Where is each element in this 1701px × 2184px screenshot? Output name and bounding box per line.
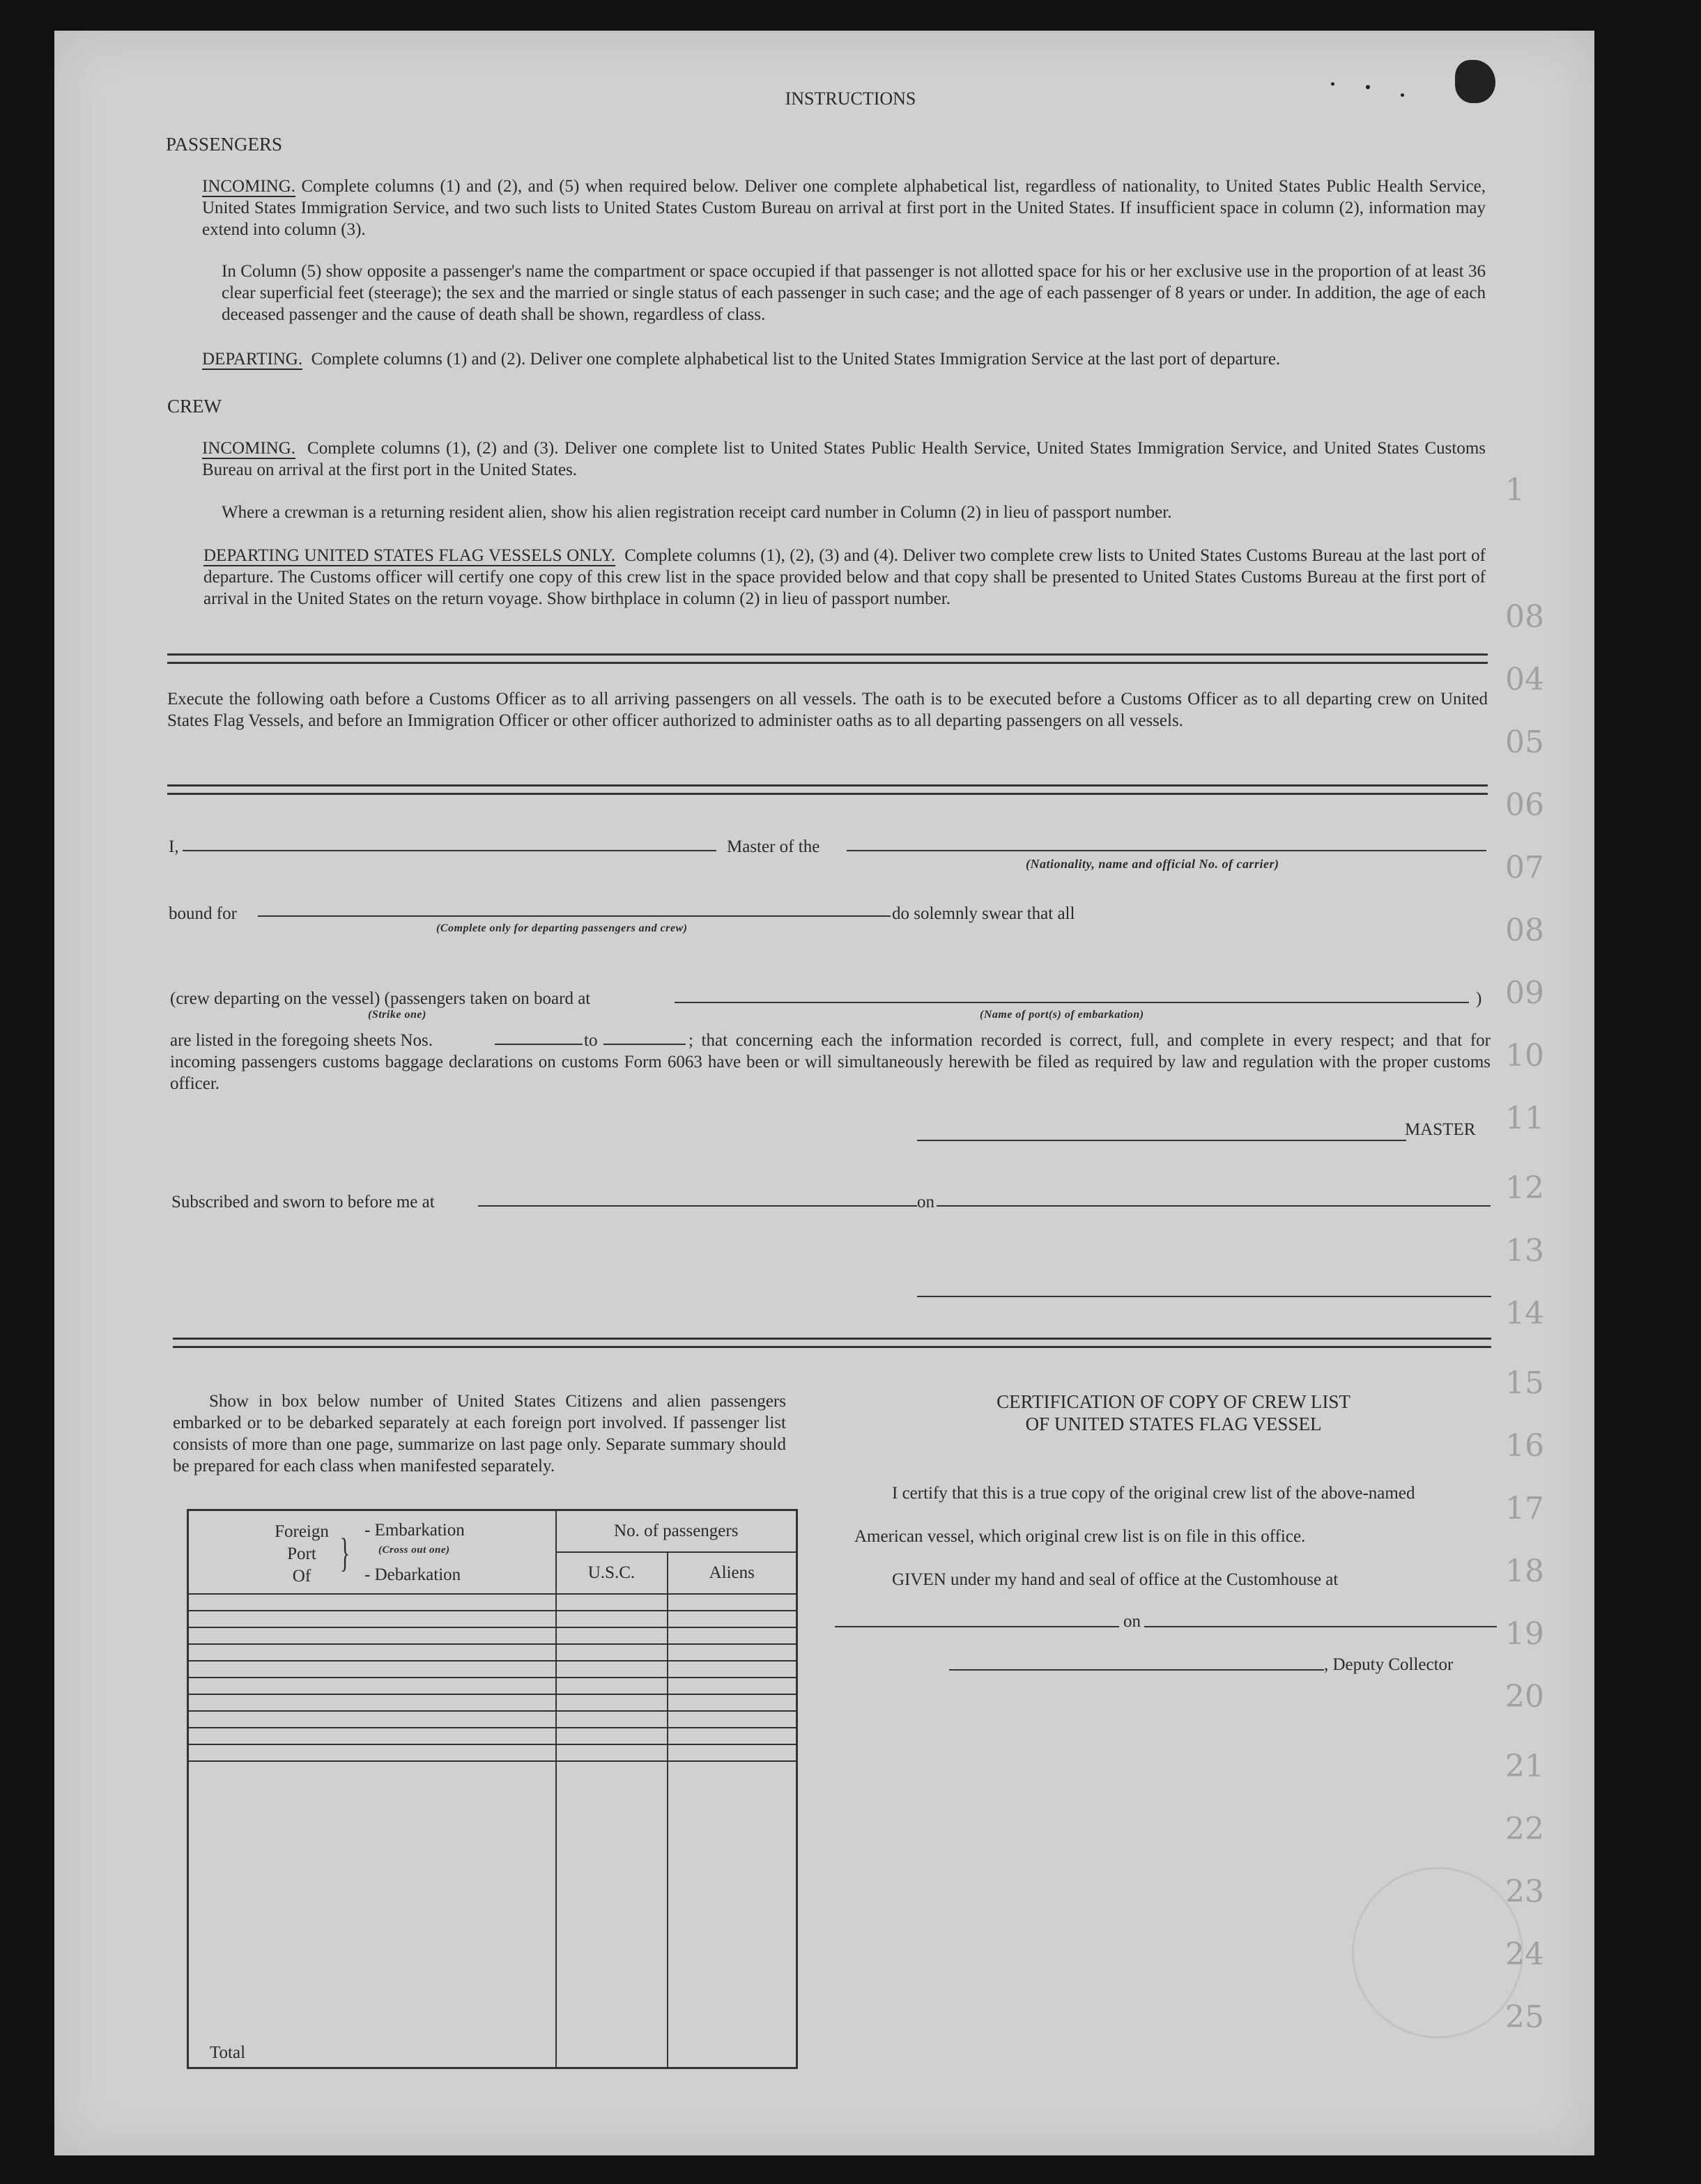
deputy-signature-field[interactable] xyxy=(949,1669,1324,1671)
bound-for-field[interactable] xyxy=(258,915,891,917)
margin-number: 25 xyxy=(1505,1999,1544,2035)
margin-number: 12 xyxy=(1505,1170,1544,1206)
aliens-cell[interactable] xyxy=(668,1611,797,1627)
aliens-cell[interactable] xyxy=(668,1694,797,1711)
margin-number: 04 xyxy=(1505,662,1544,697)
port-caption: (Name of port(s) of embarkation) xyxy=(980,1009,1144,1021)
margin-number: 10 xyxy=(1505,1038,1544,1074)
aliens-cell[interactable] xyxy=(668,1711,797,1728)
strike-one-caption: (Strike one) xyxy=(368,1009,426,1021)
port-cell[interactable] xyxy=(188,1594,556,1611)
to-label: to xyxy=(584,1031,598,1050)
bound-caption: (Complete only for departing passengers and crew) xyxy=(436,922,688,934)
margin-number: 24 xyxy=(1505,1937,1544,1972)
given-text: GIVEN under my hand and seal of office at the Customhouse at xyxy=(892,1570,1339,1589)
master-signature-field[interactable] xyxy=(917,1140,1406,1141)
margin-number: 1 xyxy=(1505,472,1525,508)
total-label: Total xyxy=(188,1761,556,2068)
certify-text: I certify that this is a true copy of the original crew list of the above-named xyxy=(892,1484,1415,1503)
swear-text: do solemnly swear that all xyxy=(892,904,1075,923)
oath-i-label: I, xyxy=(169,837,179,856)
crew-incoming-text: Complete columns (1), (2) and (3). Deliver one complete list to United States Public Health Service, United States Immigration Service, and United States Customs Bureau on arrival at the first port in the United States. xyxy=(202,439,1486,479)
cross-out-caption: (Cross out one) xyxy=(378,1544,450,1556)
usc-cell[interactable] xyxy=(556,1644,668,1661)
passengers-incoming-label: INCOMING. xyxy=(202,177,296,196)
crew-passengers-text: (crew departing on the vessel) (passengers taken on board at xyxy=(170,989,591,1008)
port-label: Port xyxy=(287,1544,316,1563)
port-cell[interactable] xyxy=(188,1678,556,1694)
certification-title-line2: OF UNITED STATES FLAG VESSEL xyxy=(1025,1414,1322,1434)
port-cell[interactable] xyxy=(188,1711,556,1728)
officer-signature-field[interactable] xyxy=(917,1296,1491,1297)
brace-icon: } xyxy=(339,1530,350,1575)
double-rule xyxy=(167,653,1488,664)
usc-cell[interactable] xyxy=(556,1627,668,1644)
subscribed-label: Subscribed and sworn to before me at xyxy=(171,1193,435,1211)
aliens-cell[interactable] xyxy=(668,1627,797,1644)
deputy-collector-label: , Deputy Collector xyxy=(1324,1655,1454,1674)
crew-heading: CREW xyxy=(167,396,222,417)
margin-number: 06 xyxy=(1505,787,1544,823)
master-name-field[interactable] xyxy=(183,850,716,851)
customhouse-field[interactable] xyxy=(835,1626,1119,1627)
crew-incoming-label: INCOMING. xyxy=(202,439,296,458)
crew-departing-text: Complete columns (1), (2), (3) and (4). Deliver two complete crew lists to United States Customs Bureau at the last port of departure. The Customs officer will certify one copy of this crew list in the space provided below and that copy shall be presented to United States Customs Bureau at the first port of arrival in the United States on the return voyage. Show birthplace in column (2) in lieu of passport number. xyxy=(203,546,1486,608)
faint-seal xyxy=(1352,1867,1523,2038)
margin-number: 17 xyxy=(1505,1491,1544,1526)
margin-number: 18 xyxy=(1505,1554,1544,1589)
port-cell[interactable] xyxy=(188,1644,556,1661)
passengers-departing-text: Complete columns (1) and (2). Deliver one complete alphabetical list to the United States Immigration Service at the last port of departure. xyxy=(311,350,1281,369)
passengers-heading: PASSENGERS xyxy=(166,134,283,155)
passengers-departing-label: DEPARTING. xyxy=(202,350,303,369)
summary-instruction: Show in box below number of United States Citizens and alien passengers embarked or to be debarked separately at each foreign port involved. If passenger list consists of more than one page, summarize on last page only. Separate summary should be prepared for each class when manifested separately. xyxy=(173,1392,786,1476)
margin-number: 05 xyxy=(1505,725,1544,760)
sworn-date-field[interactable] xyxy=(937,1205,1491,1207)
margin-number: 14 xyxy=(1505,1296,1544,1331)
debarkation-label: - Debarkation xyxy=(364,1565,461,1584)
aliens-cell[interactable] xyxy=(668,1661,797,1678)
port-cell[interactable] xyxy=(188,1728,556,1744)
crew-incoming-paragraph xyxy=(202,437,1486,481)
oath-instruction: Execute the following oath before a Customs Officer as to all arriving passengers on all vessels. The oath is to be executed before a Customs Officer as to all departing crew on United States Flag Vessels, and before an Immigration Officer or other officer authorized to administer oaths as to all departing passengers on all vessels. xyxy=(167,690,1488,730)
cert-on-label: on xyxy=(1123,1612,1141,1631)
usc-cell[interactable] xyxy=(556,1728,668,1744)
cert-date-field[interactable] xyxy=(1144,1626,1497,1627)
crew-resident-paragraph: Where a crewman is a returning resident alien, show his alien registration receipt card number in Column (2) in lieu of passport number. xyxy=(222,503,1172,522)
speck xyxy=(1331,82,1334,86)
usc-header: U.S.C. xyxy=(556,1552,668,1594)
sworn-place-field[interactable] xyxy=(478,1205,917,1207)
port-embarkation-field[interactable] xyxy=(675,1002,1469,1003)
margin-number: 22 xyxy=(1505,1811,1544,1847)
margin-number: 16 xyxy=(1505,1428,1544,1464)
certification-title xyxy=(836,1391,1511,1435)
usc-cell[interactable] xyxy=(556,1744,668,1761)
master-of-the-label: Master of the xyxy=(727,837,820,856)
port-cell[interactable] xyxy=(188,1744,556,1761)
margin-number: 08 xyxy=(1505,913,1544,948)
aliens-header: Aliens xyxy=(668,1552,797,1594)
aliens-cell[interactable] xyxy=(668,1744,797,1761)
margin-number: 08 xyxy=(1505,599,1544,635)
margin-number: 19 xyxy=(1505,1616,1544,1652)
port-cell[interactable] xyxy=(188,1627,556,1644)
port-cell[interactable] xyxy=(188,1694,556,1711)
passengers-incoming-paragraph xyxy=(202,176,1486,240)
usc-cell[interactable] xyxy=(556,1661,668,1678)
foreign-port-header xyxy=(188,1510,556,1594)
margin-number: 20 xyxy=(1505,1679,1544,1714)
carrier-field[interactable] xyxy=(847,850,1486,851)
margin-number: 21 xyxy=(1505,1749,1544,1784)
aliens-cell[interactable] xyxy=(668,1594,797,1611)
american-vessel-text: American vessel, which original crew list is on file in this office. xyxy=(854,1527,1306,1546)
carrier-caption: (Nationality, name and official No. of carrier) xyxy=(1026,857,1279,871)
port-cell[interactable] xyxy=(188,1611,556,1627)
usc-cell[interactable] xyxy=(556,1678,668,1694)
usc-total-cell[interactable] xyxy=(556,1761,668,2068)
passengers-departing-paragraph xyxy=(202,348,1491,370)
bound-for-label: bound for xyxy=(169,904,237,923)
aliens-cell[interactable] xyxy=(668,1728,797,1744)
passenger-summary-table xyxy=(187,1509,798,2069)
sworn-on-label: on xyxy=(917,1193,934,1211)
aliens-total-cell[interactable] xyxy=(668,1761,797,2068)
embarkation-label: - Embarkation xyxy=(364,1521,465,1540)
crew-departing-label: DEPARTING UNITED STATES FLAG VESSELS ONLY. xyxy=(203,546,616,565)
double-rule xyxy=(167,784,1488,795)
port-cell[interactable] xyxy=(188,1661,556,1678)
aliens-cell[interactable] xyxy=(668,1644,797,1661)
page-title: INSTRUCTIONS xyxy=(785,88,916,109)
close-paren: ) xyxy=(1476,989,1482,1008)
usc-cell[interactable] xyxy=(556,1711,668,1728)
margin-number: 07 xyxy=(1505,850,1544,885)
master-label: MASTER xyxy=(1405,1120,1476,1139)
listed-label: are listed in the foregoing sheets Nos. xyxy=(170,1031,433,1050)
margin-number: 13 xyxy=(1505,1233,1544,1269)
of-label: Of xyxy=(292,1567,311,1586)
foreign-label: Foreign xyxy=(275,1522,329,1541)
no-of-passengers-header: No. of passengers xyxy=(556,1510,797,1552)
aliens-cell[interactable] xyxy=(668,1678,797,1694)
margin-number: 23 xyxy=(1505,1874,1544,1910)
double-rule xyxy=(173,1338,1491,1348)
listed-text: ; that concerning each the information recorded is correct, full, and complete in every respect; and that for incoming passengers customs baggage declarations on customs Form 6063 have been or will simultaneously herewith be filed as required by law and regulation with the proper customs officer. xyxy=(170,1031,1491,1093)
margin-number: 11 xyxy=(1505,1101,1544,1136)
crew-departing-paragraph xyxy=(203,545,1486,610)
passengers-column5-paragraph: In Column (5) show opposite a passenger's name the compartment or space occupied if that passenger is not allotted space for his or her exclusive use in the proportion of at least 36 clear superficial feet (steerage); the sex and the married or single status of each passenger in such case; and the age of each passenger of 8 years or under. In addition, the age of each deceased passenger and the cause of death shall be shown, regardless of class. xyxy=(222,262,1486,324)
margin-number: 15 xyxy=(1505,1365,1544,1401)
passengers-incoming-text: Complete columns (1) and (2), and (5) when required below. Deliver one complete alphabetical list, regardless of nationality, to United States Public Health Service, United States Immigration Service, and two such lists to United States Custom Bureau on arrival at first port in the United States. If insufficient space in column (2), information may extend into column (3). xyxy=(202,177,1486,239)
usc-cell[interactable] xyxy=(556,1694,668,1711)
usc-cell[interactable] xyxy=(556,1594,668,1611)
usc-cell[interactable] xyxy=(556,1611,668,1627)
margin-number: 09 xyxy=(1505,975,1544,1011)
certification-title-line1: CERTIFICATION OF COPY OF CREW LIST xyxy=(996,1391,1350,1412)
